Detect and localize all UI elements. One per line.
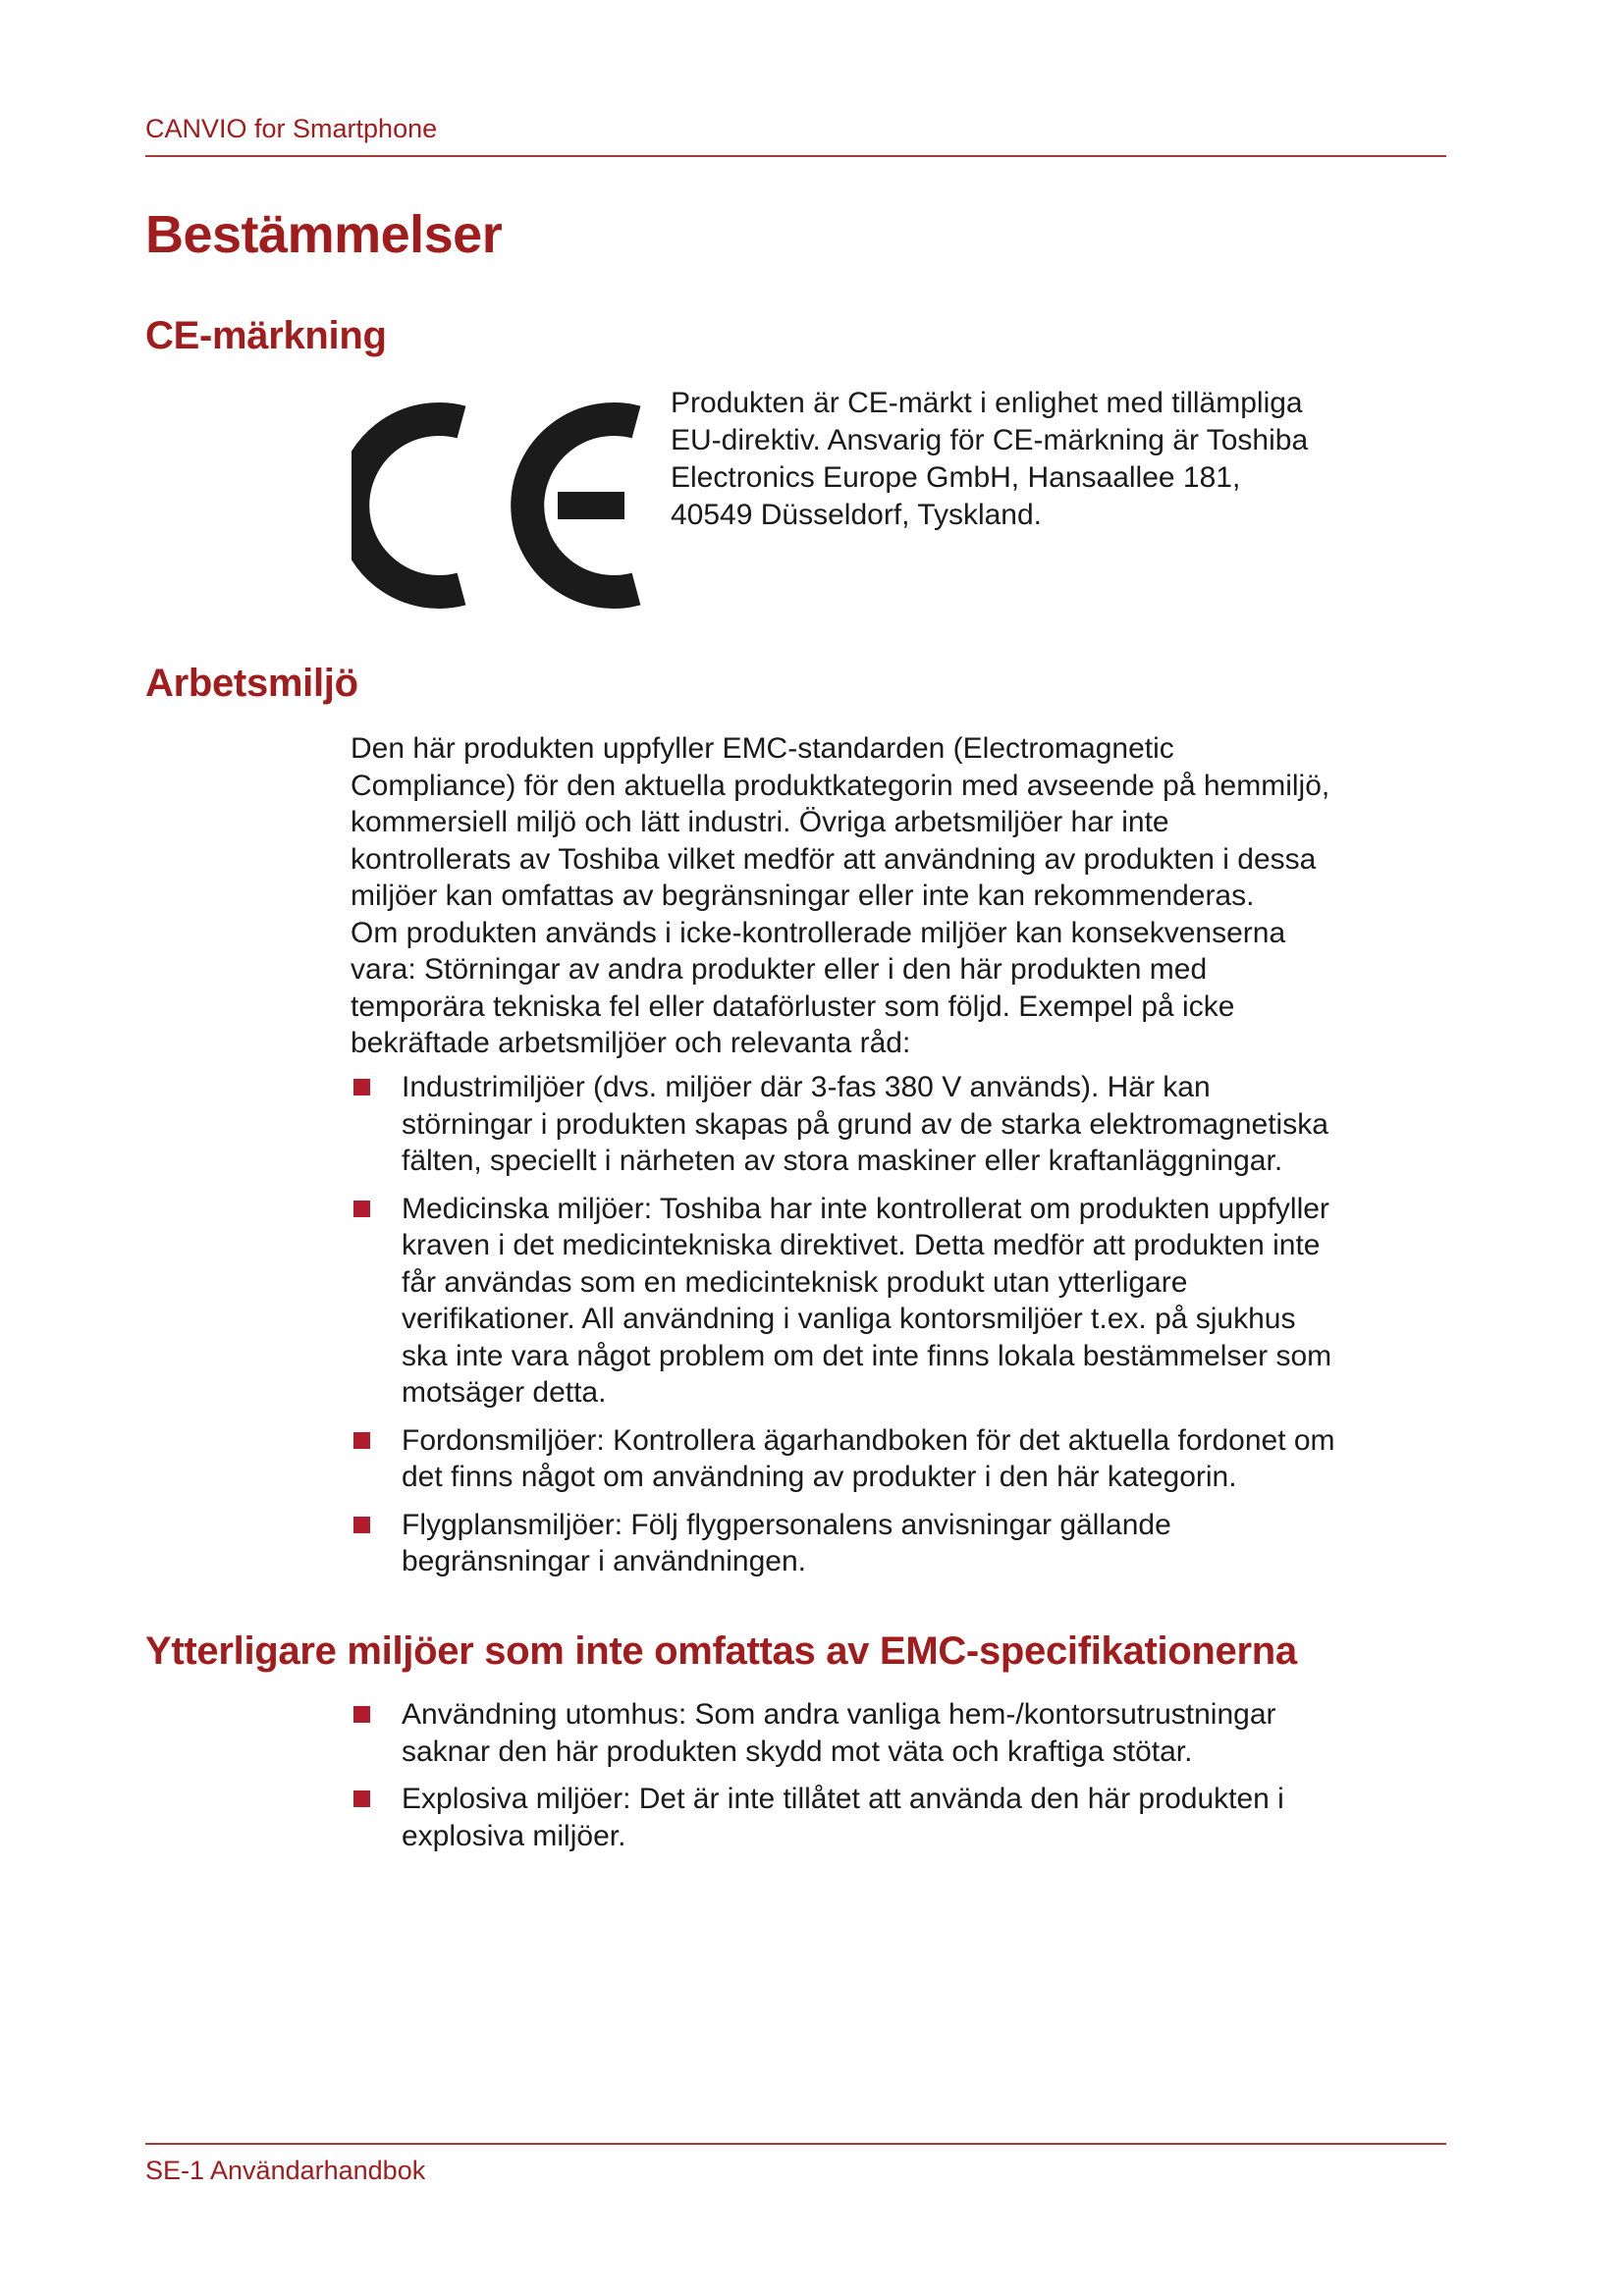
list-item-line: störningar i produkten skapas på grund av de starka elektromagnetiska xyxy=(402,1107,1328,1141)
paragraph-line: bekräftade arbetsmiljöer och relevanta råd: xyxy=(351,1027,911,1059)
square-bullet-icon xyxy=(353,1790,370,1807)
list-item-vehicle xyxy=(351,1422,1446,1496)
list-item-line: verifikationer. All användning i vanliga kontorsmiljöer t.ex. på sjukhus xyxy=(402,1303,1296,1335)
list-item-industrial xyxy=(351,1069,1446,1180)
paragraph-line: Compliance) för den aktuella produktkategorin med avseende på hemmiljö, xyxy=(351,769,1330,802)
square-bullet-icon xyxy=(353,1201,370,1217)
paragraph-line: kommersiell miljö och lätt industri. Övriga arbetsmiljöer har inte xyxy=(351,806,1169,838)
list-item-line: Användning utomhus: Som andra vanliga hem-/kontorsutrustningar xyxy=(402,1698,1276,1731)
square-bullet-icon xyxy=(353,1517,370,1533)
square-bullet-icon xyxy=(353,1706,370,1723)
running-header: CANVIO for Smartphone xyxy=(145,114,438,143)
square-bullet-icon xyxy=(353,1432,370,1449)
paragraph-line: Om produkten används i icke-kontrollerade miljöer kan konsekvenserna xyxy=(351,916,1286,949)
paragraph-line: miljöer kan omfattas av begränsningar eller inte kan rekommenderas. xyxy=(351,880,1255,912)
ce-heading: CE-märkning xyxy=(145,314,387,357)
list-item-line: fälten, speciellt i närheten av stora maskiner eller kraftanläggningar. xyxy=(402,1145,1283,1177)
paragraph-line: temporära tekniska fel eller dataförluster som följd. Exempel på icke xyxy=(351,989,1235,1023)
list-item-line: Flygplansmiljöer: Följ flygpersonalens anvisningar gällande xyxy=(402,1508,1171,1541)
header-rule xyxy=(145,155,1446,157)
environment-list xyxy=(351,1069,1446,1580)
list-item-line: kraven i det medicintekniska direktivet. Detta medför att produkten inte xyxy=(402,1229,1321,1261)
ce-text-line: Produkten är CE-märkt i enlighet med tillämpliga xyxy=(671,387,1303,419)
list-item-line: begränsningar i användningen. xyxy=(402,1545,806,1577)
list-item-explosive xyxy=(351,1781,1446,1854)
environment-paragraph xyxy=(351,730,1446,1062)
list-item-line: får användas som en medicinteknisk produkt utan ytterligare xyxy=(402,1265,1188,1299)
paragraph-line: kontrollerats av Toshiba vilket medför att användning av produkten i dessa xyxy=(351,842,1317,876)
list-item-line: Industrimiljöer (dvs. miljöer där 3-fas 380 V används). Här kan xyxy=(402,1071,1211,1103)
paragraph-line: vara: Störningar av andra produkter eller i den här produkten med xyxy=(351,953,1208,986)
ce-description xyxy=(671,385,1436,534)
list-item-line: Fordonsmiljöer: Kontrollera ägarhandboken för det aktuella fordonet om xyxy=(402,1423,1335,1457)
list-item-line: Medicinska miljöer: Toshiba har inte kontrollerat om produkten uppfyller xyxy=(402,1192,1329,1225)
list-item-outdoor xyxy=(351,1696,1446,1770)
footer-rule xyxy=(145,2143,1446,2145)
ce-mark-logo xyxy=(352,400,651,612)
list-item-line: explosiva miljöer. xyxy=(402,1819,626,1852)
ce-text-line: Electronics Europe GmbH, Hansaallee 181, xyxy=(671,461,1241,494)
square-bullet-icon xyxy=(353,1079,370,1095)
list-item-medical xyxy=(351,1191,1446,1412)
list-item-aircraft xyxy=(351,1507,1446,1580)
extra-environments-list xyxy=(351,1696,1446,1854)
list-item-line: saknar den här produkten skydd mot väta och kraftiga stötar. xyxy=(402,1735,1193,1768)
list-item-line: Explosiva miljöer: Det är inte tillåtet att använda den här produkten i xyxy=(402,1783,1284,1815)
environment-heading: Arbetsmiljö xyxy=(145,662,358,705)
page-title: Bestämmelser xyxy=(145,205,503,264)
list-item-line: det finns något om användning av produkter i den här kategorin. xyxy=(402,1461,1237,1493)
paragraph-line: Den här produkten uppfyller EMC-standarden (Electromagnetic xyxy=(351,732,1174,765)
extra-environments-heading: Ytterligare miljöer som inte omfattas av EMC-specifikationerna xyxy=(145,1629,1297,1673)
list-item-line: ska inte vara något problem om det inte finns lokala bestämmelser som xyxy=(402,1339,1332,1372)
ce-text-line: EU-direktiv. Ansvarig för CE-märkning är Toshiba xyxy=(671,424,1309,456)
ce-text-line: 40549 Düsseldorf, Tyskland. xyxy=(671,499,1043,531)
list-item-line: motsäger detta. xyxy=(402,1376,607,1409)
page-footer: SE-1 Användarhandbok xyxy=(145,2156,426,2185)
